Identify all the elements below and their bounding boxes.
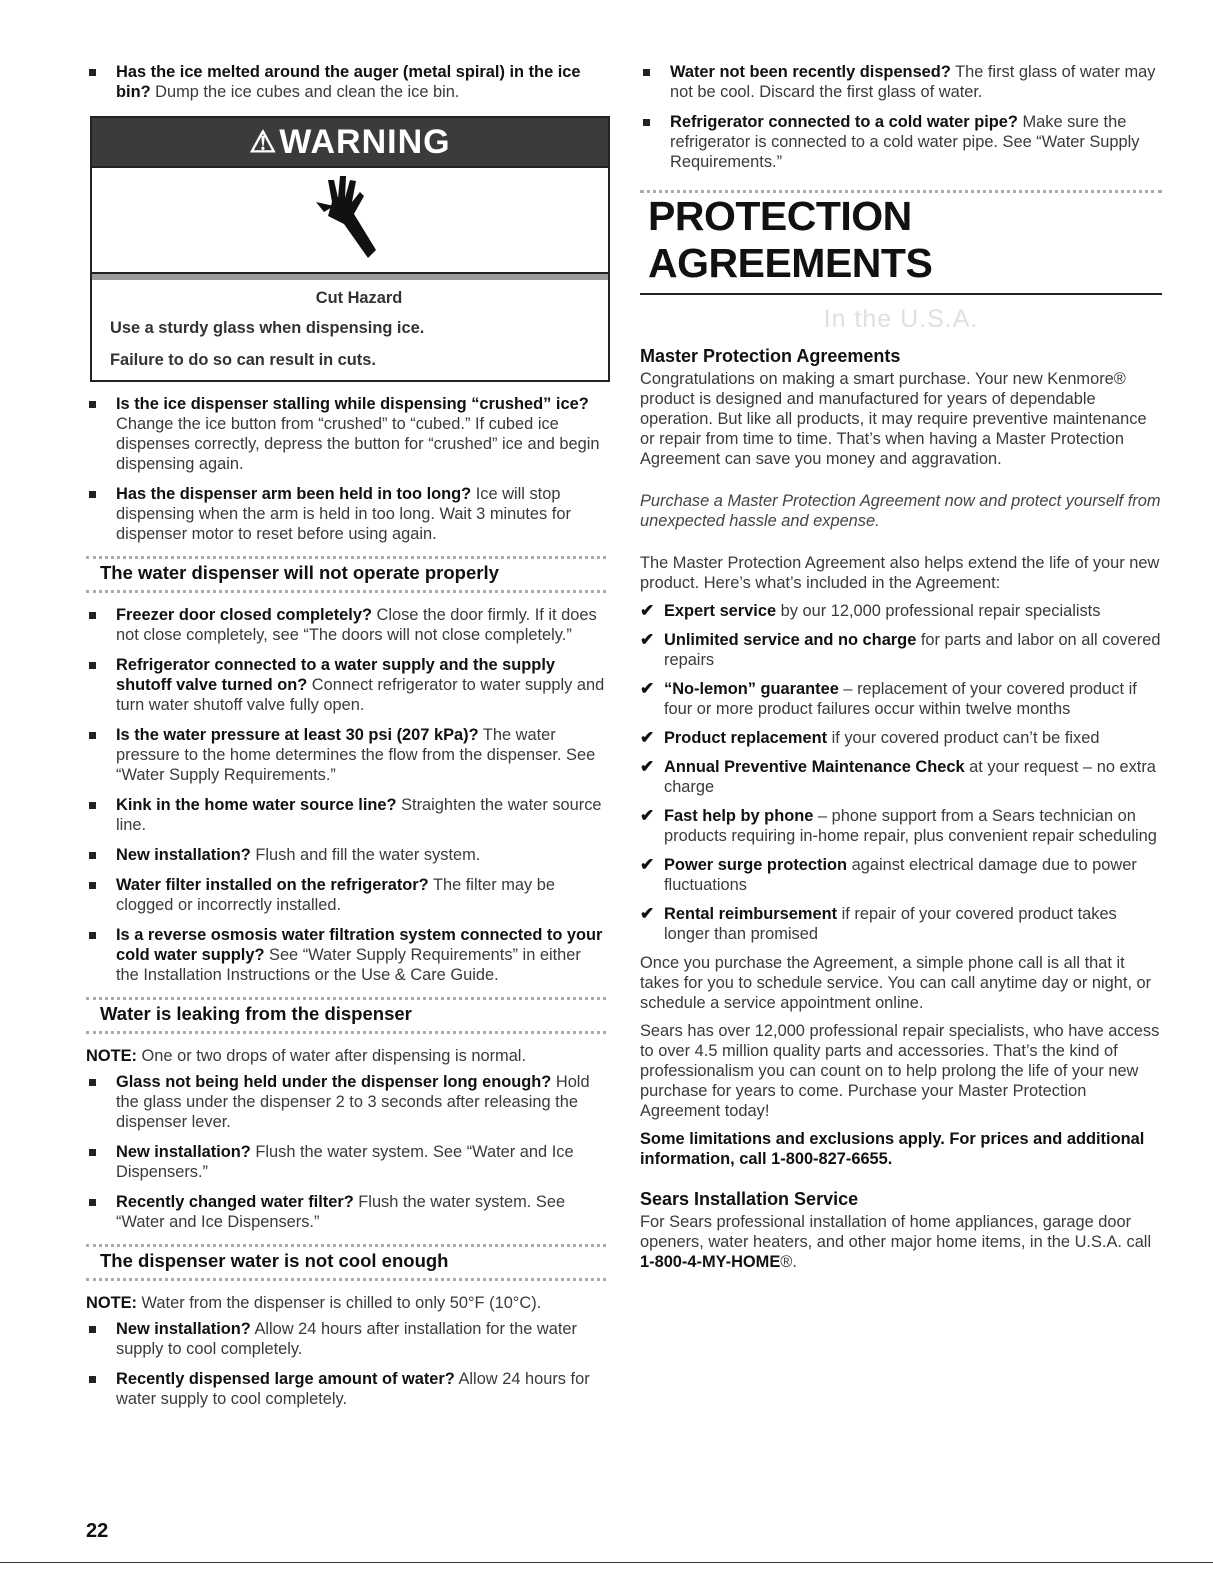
list-item: Refrigerator connected to a water supply and the supply shutoff valve turned on? Connect refrigerator to water supply and turn water shutoff valve fully open. bbox=[86, 655, 606, 715]
paragraph: For Sears professional installation of home appliances, garage door openers, water heaters, and other major home items, in the U.S.A. call 1-800-4-MY-HOME®. bbox=[640, 1213, 1152, 1271]
section-heading: The dispenser water is not cool enough bbox=[86, 1244, 606, 1281]
benefit-item: ✔ “No-lemon” guarantee – replacement of your covered product if four or more product failures occur within twelve months bbox=[640, 679, 1137, 718]
paragraph: The Master Protection Agreement also helps extend the life of your new product. Here’s what’s included in the Agreement: bbox=[640, 554, 1160, 592]
check-icon: ✔ bbox=[640, 757, 655, 776]
check-icon: ✔ bbox=[640, 630, 655, 649]
list-item: Is the ice dispenser stalling while dispensing “crushed” ice? Change the ice button from “crushed” to “cubed.” If cubed ice dispenses correctly, depress the button for “crushed” ice and begin dispensing again. bbox=[86, 394, 606, 474]
list-item: Water filter installed on the refrigerator? The filter may be clogged or incorrectly installed. bbox=[86, 875, 606, 915]
list-item: Water not been recently dispensed? The first glass of water may not be cool. Discard the first glass of water. bbox=[640, 62, 1162, 102]
list-item: Refrigerator connected to a cold water pipe? Make sure the refrigerator is connected to a cold water pipe. See “Water Supply Requirements.” bbox=[640, 112, 1162, 172]
warning-text: Cut Hazard Use a sturdy glass when dispensing ice. Failure to do so can result in cuts. bbox=[110, 289, 425, 369]
list-item: Is the water pressure at least 30 psi (207 kPa)? The water pressure to the home determines the flow from the dispenser. See “Water Supply Requirements.” bbox=[86, 725, 606, 785]
benefit-item: ✔ Rental reimbursement if repair of your covered product takes longer than promised bbox=[640, 904, 1117, 943]
benefit-item: ✔ Fast help by phone – phone support from a Sears technician on products requiring in-home repair, plus convenient repair scheduling bbox=[640, 806, 1157, 845]
paragraph: Once you purchase the Agreement, a simple phone call is all that it takes for you to schedule service. You can call anytime day or night, or schedule a service appointment online. bbox=[640, 954, 1152, 1012]
list-item: Has the ice melted around the auger (metal spiral) in the ice bin? Dump the ice cubes and clean the ice bin. bbox=[86, 62, 606, 102]
list-item: New installation? Flush the water system. See “Water and Ice Dispensers.” bbox=[86, 1142, 606, 1182]
benefits-list bbox=[640, 601, 1162, 944]
benefit-item: ✔ Power surge protection against electrical damage due to power fluctuations bbox=[640, 855, 1137, 894]
section-heading: The water dispenser will not operate properly bbox=[86, 556, 606, 593]
list-item: Has the dispenser arm been held in too long? Ice will stop dispensing when the arm is held in too long. Wait 3 minutes for dispenser motor to reset before using again. bbox=[86, 484, 606, 544]
benefit-item: ✔ Unlimited service and no charge for parts and labor on all covered repairs bbox=[640, 630, 1161, 669]
warning-header: ⚠ WARNING bbox=[92, 118, 608, 166]
page-title: PROTECTION AGREEMENTS bbox=[640, 190, 1162, 295]
list-item: Is a reverse osmosis water filtration system connected to your cold water supply? See “Water Supply Requirements” in either the Installation Instructions or the Use & Care Guide. bbox=[86, 925, 606, 985]
divider bbox=[0, 1562, 1213, 1563]
paragraph: Sears has over 12,000 professional repair specialists, who have access to over 4.5 million quality parts and accessories. That’s the kind of professionalism you can count on to help prolong the life of your new purchase for years to come. Purchase your Master Protection Agreement today! bbox=[640, 1022, 1160, 1120]
section-heading: Water is leaking from the dispenser bbox=[86, 997, 606, 1034]
cut-hazard-icon bbox=[92, 166, 608, 274]
note: NOTE: One or two drops of water after dispensing is normal. bbox=[86, 1047, 527, 1065]
note: NOTE: Water from the dispenser is chilled to only 50°F (10°C). bbox=[86, 1294, 542, 1312]
list-item: Glass not being held under the dispenser long enough? Hold the glass under the dispenser 2 to 3 seconds after releasing the dispenser lever. bbox=[86, 1072, 606, 1132]
list-item: New installation? Allow 24 hours after installation for the water supply to cool completely. bbox=[86, 1319, 606, 1359]
paragraph: Congratulations on making a smart purchase. Your new Kenmore® product is designed and manufactured for years of dependable operation. But like all products, it may require preventive maintenance or repair from time to time. That’s when having a Master Protection Agreement can save you money and aggravation. bbox=[640, 370, 1147, 468]
check-icon: ✔ bbox=[640, 679, 655, 698]
list-item: New installation? Flush and fill the water system. bbox=[86, 845, 606, 865]
check-icon: ✔ bbox=[640, 904, 655, 923]
check-icon: ✔ bbox=[640, 806, 655, 825]
warning-triangle-icon: ⚠ bbox=[249, 125, 278, 159]
section-heading: Sears Installation Service bbox=[640, 1189, 859, 1209]
benefit-item: ✔ Annual Preventive Maintenance Check at your request – no extra charge bbox=[640, 757, 1156, 796]
check-icon: ✔ bbox=[640, 855, 655, 874]
page-number: 22 bbox=[86, 1520, 109, 1542]
list-item: Recently dispensed large amount of water? Allow 24 hours for water supply to cool completely. bbox=[86, 1369, 606, 1409]
benefit-item: ✔ Product replacement if your covered product can’t be fixed bbox=[640, 728, 1100, 747]
warning-box bbox=[90, 116, 610, 382]
benefit-item: ✔ Expert service by our 12,000 professional repair specialists bbox=[640, 601, 1101, 620]
list-item: Recently changed water filter? Flush the water system. See “Water and Ice Dispensers.” bbox=[86, 1192, 606, 1232]
region-label: In the U.S.A. bbox=[823, 305, 979, 333]
section-heading: Master Protection Agreements bbox=[640, 346, 901, 366]
check-icon: ✔ bbox=[640, 728, 655, 747]
right-column bbox=[640, 62, 1162, 1272]
check-icon: ✔ bbox=[640, 601, 655, 620]
list-item: Freezer door closed completely? Close the door firmly. If it does not close completely, see “The doors will not close completely.” bbox=[86, 605, 606, 645]
list-item: Kink in the home water source line? Straighten the water source line. bbox=[86, 795, 606, 835]
paragraph: Some limitations and exclusions apply. For prices and additional information, call 1-800-827-6655. bbox=[640, 1130, 1145, 1168]
left-column bbox=[86, 62, 606, 1419]
paragraph: Purchase a Master Protection Agreement now and protect yourself from unexpected hassle and expense. bbox=[640, 492, 1161, 530]
